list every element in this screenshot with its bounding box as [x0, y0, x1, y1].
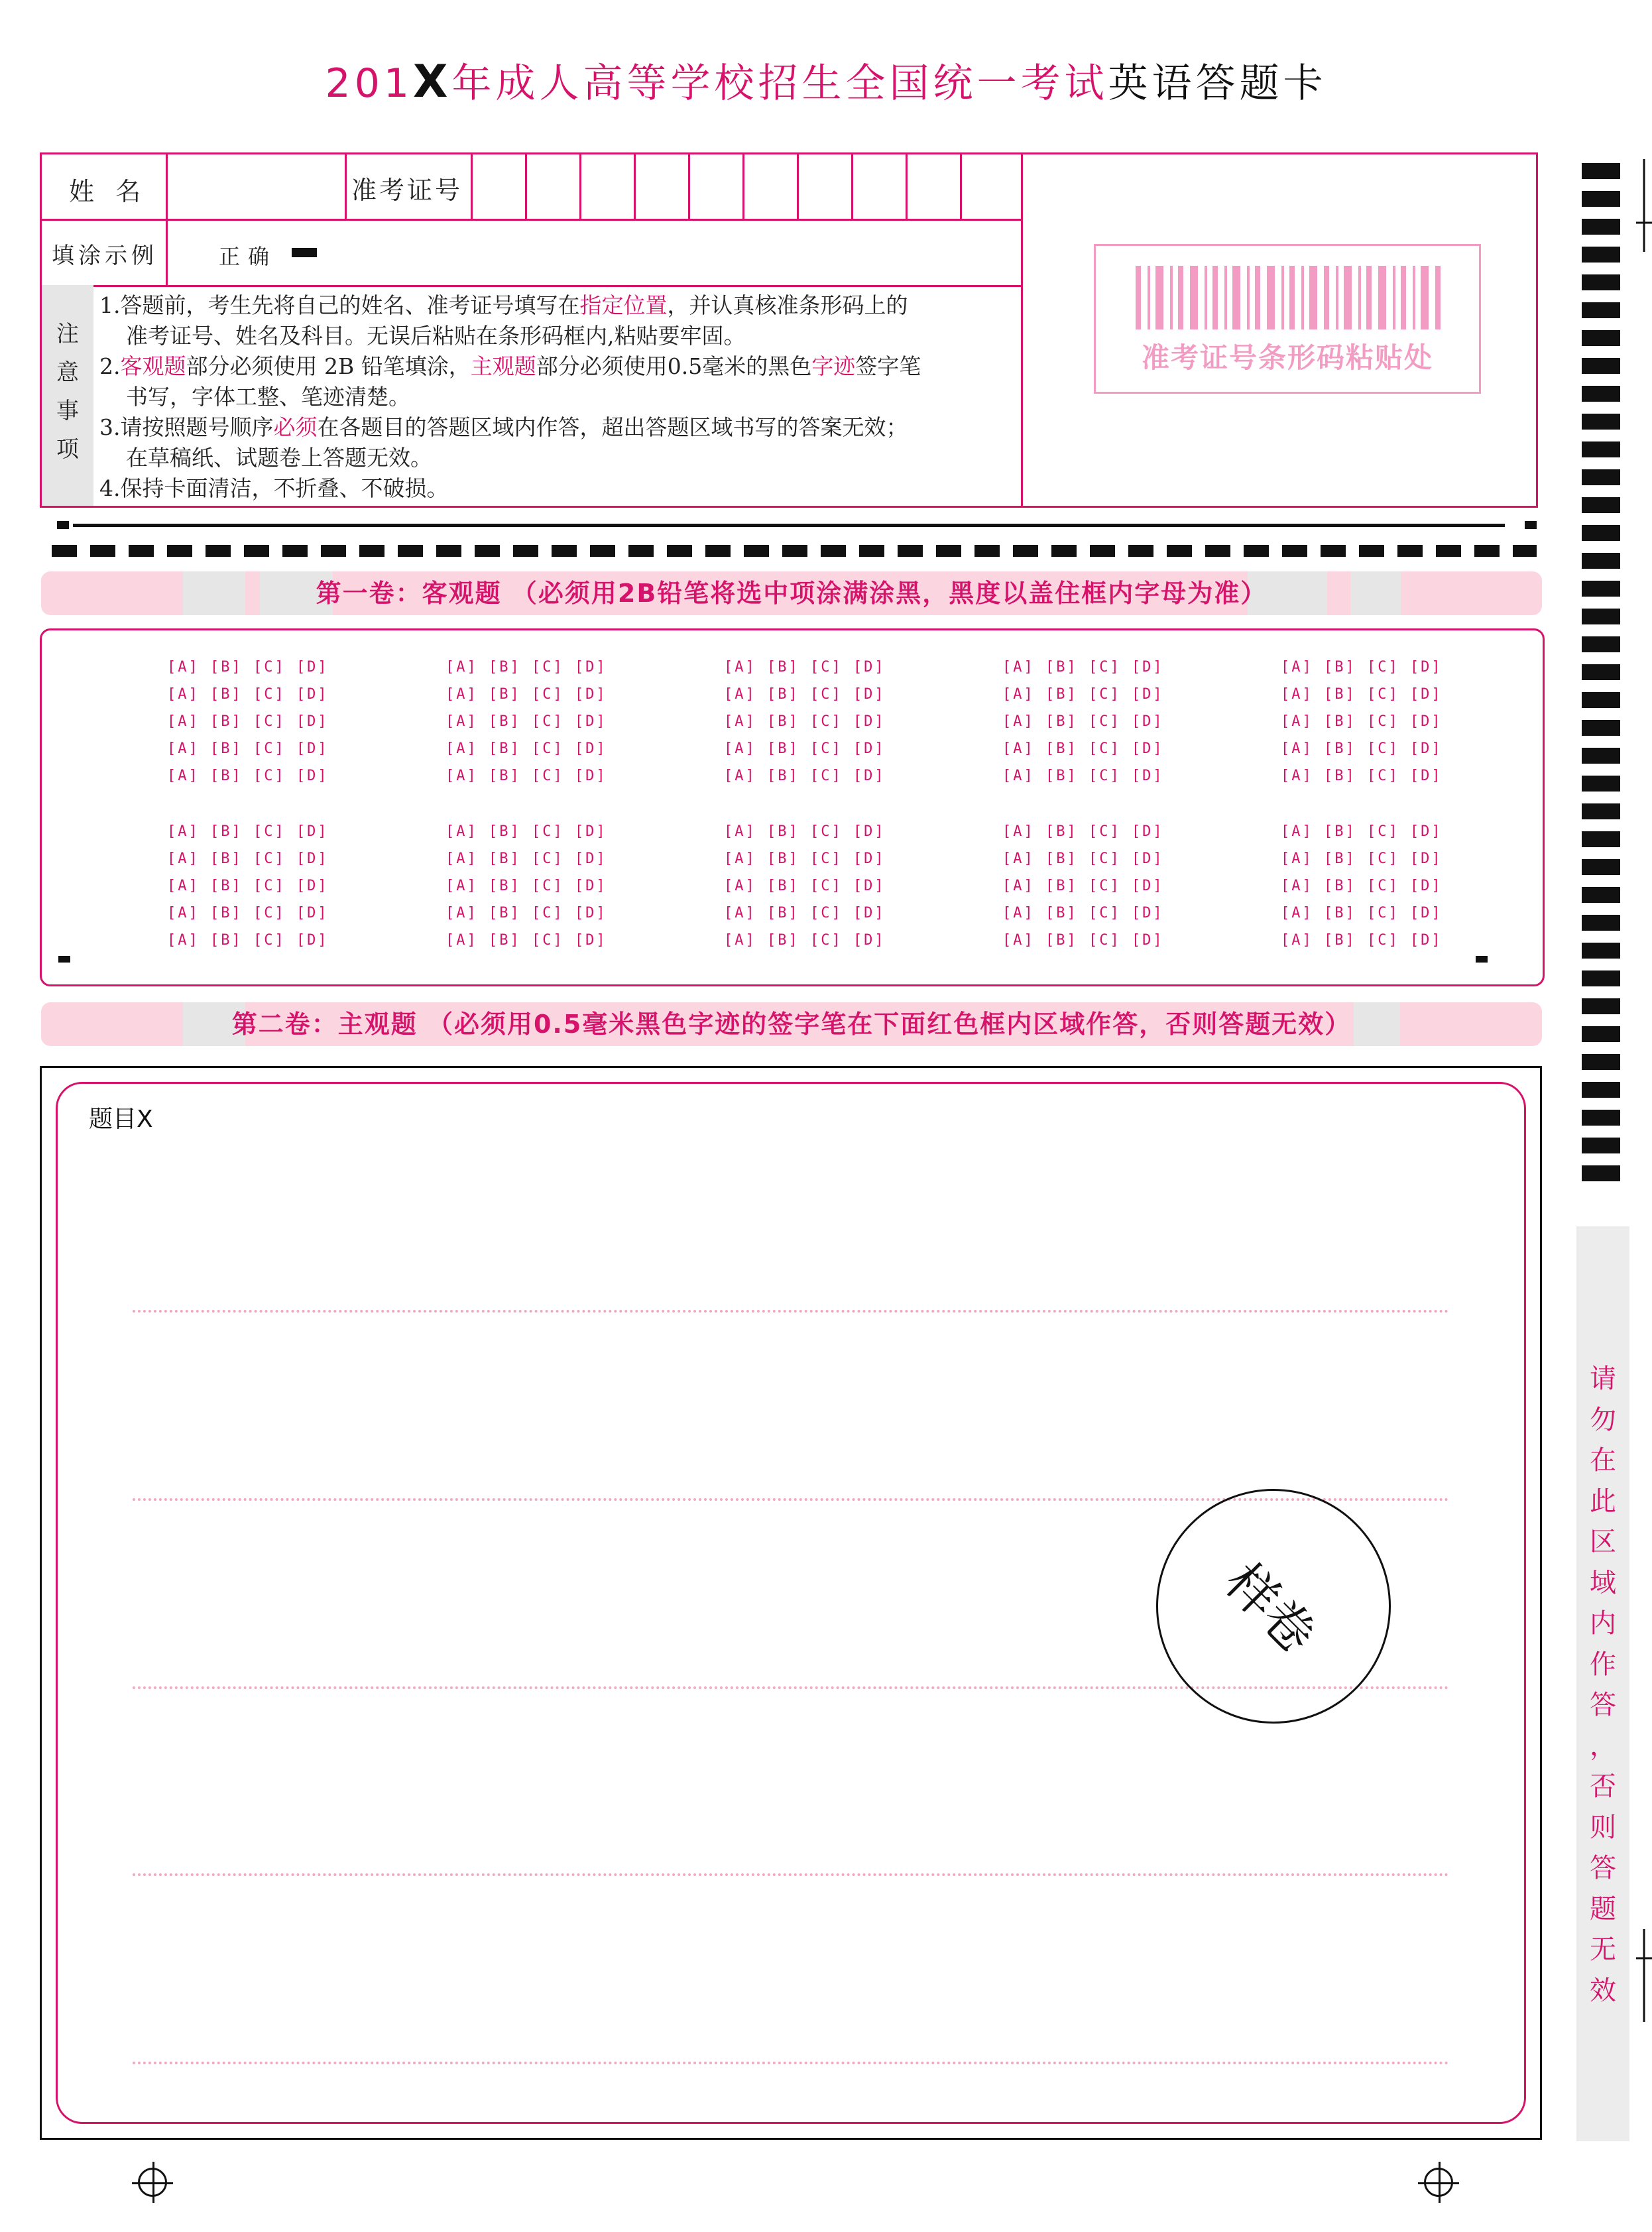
option-row[interactable]: [A] [B] [C] [D]	[445, 905, 607, 921]
title-exam-name: 年成人高等学校招生全国统一考试	[451, 60, 1108, 107]
top-rule	[73, 524, 1505, 527]
correct-fill-mark	[292, 248, 317, 257]
timing-mark	[1582, 581, 1620, 597]
option-row[interactable]: [A] [B] [C] [D]	[724, 932, 886, 949]
option-row[interactable]: [A] [B] [C] [D]	[1281, 659, 1443, 675]
timing-mark	[1582, 943, 1620, 959]
side-warning-char: 否	[1590, 1771, 1616, 1802]
option-row[interactable]: [A] [B] [C] [D]	[1281, 932, 1443, 949]
option-row[interactable]: [A] [B] [C] [D]	[1002, 823, 1164, 840]
crosshair-icon	[1424, 2168, 1453, 2197]
option-row[interactable]: [A] [B] [C] [D]	[167, 823, 329, 840]
left-marker	[57, 521, 69, 529]
right-marker	[1525, 521, 1537, 529]
option-group	[724, 654, 886, 790]
fill-example-label: 填涂示例	[52, 243, 158, 269]
side-warning-char: ，	[1590, 1730, 1616, 1761]
notice-item-3-line2: 在草稿纸、试题卷上答题无效。	[126, 445, 432, 471]
notice-char: 事	[56, 398, 79, 424]
side-warning-char: 内	[1590, 1608, 1616, 1639]
timing-mark	[1582, 330, 1620, 346]
side-warning-char: 效	[1590, 1975, 1616, 2006]
option-row[interactable]: [A] [B] [C] [D]	[724, 823, 886, 840]
option-row[interactable]: [A] [B] [C] [D]	[724, 659, 886, 675]
option-row[interactable]: [A] [B] [C] [D]	[167, 932, 329, 949]
side-warning-char: 勿	[1590, 1404, 1616, 1435]
option-row[interactable]: [A] [B] [C] [D]	[724, 740, 886, 757]
option-row[interactable]: [A] [B] [C] [D]	[1281, 768, 1443, 784]
objective-right-marker	[1476, 956, 1488, 963]
option-row[interactable]: [A] [B] [C] [D]	[445, 686, 607, 703]
timing-mark	[1582, 720, 1620, 736]
option-row[interactable]: [A] [B] [C] [D]	[724, 768, 886, 784]
answer-line	[133, 1873, 1449, 1876]
timing-mark	[1582, 497, 1620, 513]
timing-mark	[1582, 553, 1620, 569]
title-subject: 英语答题卡	[1108, 60, 1327, 107]
option-row[interactable]: [A] [B] [C] [D]	[445, 713, 607, 730]
notice-side-label	[42, 285, 93, 506]
option-row[interactable]: [A] [B] [C] [D]	[167, 659, 329, 675]
option-row[interactable]: [A] [B] [C] [D]	[1002, 740, 1164, 757]
option-row[interactable]: [A] [B] [C] [D]	[1002, 905, 1164, 921]
option-row[interactable]: [A] [B] [C] [D]	[724, 905, 886, 921]
option-row[interactable]: [A] [B] [C] [D]	[1281, 740, 1443, 757]
option-row[interactable]: [A] [B] [C] [D]	[445, 659, 607, 675]
option-row[interactable]: [A] [B] [C] [D]	[445, 932, 607, 949]
notice-char: 项	[56, 436, 79, 463]
registration-mark-bottom	[1636, 1929, 1652, 2022]
timing-mark	[1582, 1054, 1620, 1070]
option-row[interactable]: [A] [B] [C] [D]	[1281, 851, 1443, 867]
timing-mark	[1582, 664, 1620, 680]
option-row[interactable]: [A] [B] [C] [D]	[167, 713, 329, 730]
question-label: 题目X	[89, 1106, 153, 1133]
option-row[interactable]: [A] [B] [C] [D]	[167, 878, 329, 894]
option-row[interactable]: [A] [B] [C] [D]	[1002, 768, 1164, 784]
option-row[interactable]: [A] [B] [C] [D]	[167, 768, 329, 784]
timing-mark	[1582, 247, 1620, 263]
timing-mark	[1582, 191, 1620, 207]
option-row[interactable]: [A] [B] [C] [D]	[445, 740, 607, 757]
option-row[interactable]: [A] [B] [C] [D]	[1002, 659, 1164, 675]
answer-line	[133, 2062, 1449, 2064]
timing-mark	[1582, 386, 1620, 402]
option-row[interactable]: [A] [B] [C] [D]	[445, 823, 607, 840]
option-group	[1281, 818, 1443, 954]
option-row[interactable]: [A] [B] [C] [D]	[1002, 851, 1164, 867]
option-row[interactable]: [A] [B] [C] [D]	[1281, 713, 1443, 730]
timing-mark	[1582, 414, 1620, 430]
notice-item-2-line2: 书写，字体工整、笔迹清楚。	[126, 384, 410, 410]
card-title	[0, 52, 1652, 109]
option-group	[445, 654, 605, 790]
timing-mark	[1582, 970, 1620, 986]
correct-label: 正确	[219, 244, 278, 269]
option-row[interactable]: [A] [B] [C] [D]	[167, 851, 329, 867]
timing-mark	[1582, 803, 1620, 819]
section1-header	[41, 571, 1542, 615]
option-group	[724, 818, 886, 954]
timing-mark	[1582, 163, 1620, 179]
timing-mark	[1582, 776, 1620, 792]
exam-id-label: 准考证号	[351, 176, 463, 205]
side-warning-text	[1576, 1359, 1629, 2011]
timing-mark	[1582, 831, 1620, 847]
timing-mark	[1582, 1082, 1620, 1098]
option-row[interactable]: [A] [B] [C] [D]	[724, 686, 886, 703]
side-warning-char: 题	[1590, 1893, 1616, 1924]
option-row[interactable]: [A] [B] [C] [D]	[167, 686, 329, 703]
side-warning-char: 答	[1590, 1853, 1616, 1883]
side-warning-char: 无	[1590, 1934, 1616, 1965]
section2-title: 第二卷：主观题 （必须用0.5毫米黑色字迹的签字笔在下面红色框内区域作答，否则答题无效）	[231, 1010, 1352, 1039]
timing-mark	[1582, 748, 1620, 764]
option-row[interactable]: [A] [B] [C] [D]	[445, 878, 607, 894]
option-row[interactable]: [A] [B] [C] [D]	[1002, 932, 1164, 949]
option-row[interactable]: [A] [B] [C] [D]	[167, 905, 329, 921]
timing-mark	[1582, 609, 1620, 624]
option-row[interactable]: [A] [B] [C] [D]	[1281, 823, 1443, 840]
name-field[interactable]	[168, 154, 344, 218]
no-answer-side-panel	[1576, 1226, 1629, 2141]
crosshair-icon	[138, 2168, 167, 2197]
side-warning-char: 此	[1590, 1486, 1616, 1517]
side-warning-char: 则	[1590, 1812, 1616, 1843]
timing-mark	[1582, 859, 1620, 875]
timing-mark	[1582, 274, 1620, 290]
side-warning-char: 在	[1590, 1445, 1616, 1476]
option-row[interactable]: [A] [B] [C] [D]	[1002, 713, 1164, 730]
cut-line	[52, 545, 1537, 557]
notice-char: 意	[56, 359, 79, 386]
barcode-label: 准考证号条形码粘贴处	[1141, 341, 1433, 374]
option-row[interactable]: [A] [B] [C] [D]	[1281, 905, 1443, 921]
option-row[interactable]: [A] [B] [C] [D]	[724, 713, 886, 730]
timing-mark	[1582, 998, 1620, 1014]
notice-item-3: 3.请按照题号顺序必须在各题目的答题区域内作答，超出答题区域书写的答案无效；	[99, 414, 908, 440]
option-row[interactable]: [A] [B] [C] [D]	[1281, 686, 1443, 703]
timing-mark	[1582, 1026, 1620, 1042]
section2-header	[41, 1002, 1542, 1046]
timing-mark	[1582, 887, 1620, 903]
option-row[interactable]: [A] [B] [C] [D]	[1002, 686, 1164, 703]
option-group	[1281, 654, 1443, 790]
notice-item-1-line2: 准考证号、姓名及科目。无误后粘贴在条形码框内,粘贴要牢固。	[126, 323, 746, 349]
option-row[interactable]: [A] [B] [C] [D]	[724, 851, 886, 867]
side-warning-char: 作	[1590, 1649, 1616, 1680]
sample-stamp	[1156, 1489, 1391, 1724]
option-row[interactable]: [A] [B] [C] [D]	[167, 740, 329, 757]
option-row[interactable]: [A] [B] [C] [D]	[724, 878, 886, 894]
objective-left-marker	[58, 956, 70, 963]
section1-title: 第一卷：客观题 （必须用2B铅笔将选中项涂满涂黑，黑度以盖住框内字母为准）	[316, 579, 1268, 608]
registration-mark-top	[1636, 159, 1652, 252]
notice-item-1: 1.答题前，考生先将自己的姓名、准考证号填写在指定位置，并认真核准条形码上的	[99, 292, 908, 318]
timing-mark	[1582, 1110, 1620, 1126]
side-warning-char: 区	[1590, 1527, 1616, 1557]
timing-mark	[1582, 358, 1620, 374]
side-warning-char: 请	[1590, 1364, 1616, 1394]
timing-mark	[1582, 469, 1620, 485]
timing-mark	[1582, 219, 1620, 235]
title-year-x: X	[413, 56, 452, 108]
option-group	[445, 818, 605, 954]
barcode-icon	[1136, 266, 1441, 329]
option-row[interactable]: [A] [B] [C] [D]	[1002, 878, 1164, 894]
exam-id-field[interactable]	[473, 154, 1020, 218]
option-row[interactable]: [A] [B] [C] [D]	[1281, 878, 1443, 894]
option-group	[1002, 818, 1164, 954]
notice-item-2: 2.客观题部分必须使用 2B 铅笔填涂，主观题部分必须使用0.5毫米的黑色字迹签字笔	[99, 353, 921, 379]
side-warning-char: 答	[1590, 1690, 1616, 1720]
answer-line	[133, 1310, 1449, 1313]
timing-mark	[1582, 636, 1620, 652]
timing-mark	[1582, 915, 1620, 931]
option-group	[167, 818, 329, 954]
timing-mark	[1582, 1165, 1620, 1181]
side-warning-char: 域	[1590, 1567, 1616, 1598]
timing-mark	[1582, 1138, 1620, 1153]
timing-mark	[1582, 692, 1620, 708]
notice-item-4: 4.保持卡面清洁，不折叠、不破损。	[99, 475, 449, 501]
barcode-area	[1094, 244, 1481, 394]
notice-char: 注	[56, 321, 79, 347]
title-year-prefix: 201	[325, 60, 414, 107]
option-group	[167, 654, 329, 790]
timing-mark	[1582, 302, 1620, 318]
timing-mark	[1582, 441, 1620, 457]
option-group	[1002, 654, 1164, 790]
option-row[interactable]: [A] [B] [C] [D]	[445, 851, 607, 867]
stamp-text: 样卷	[1214, 1551, 1327, 1665]
option-row[interactable]: [A] [B] [C] [D]	[445, 768, 607, 784]
name-label: 姓 名	[69, 177, 148, 206]
timing-mark	[1582, 525, 1620, 541]
